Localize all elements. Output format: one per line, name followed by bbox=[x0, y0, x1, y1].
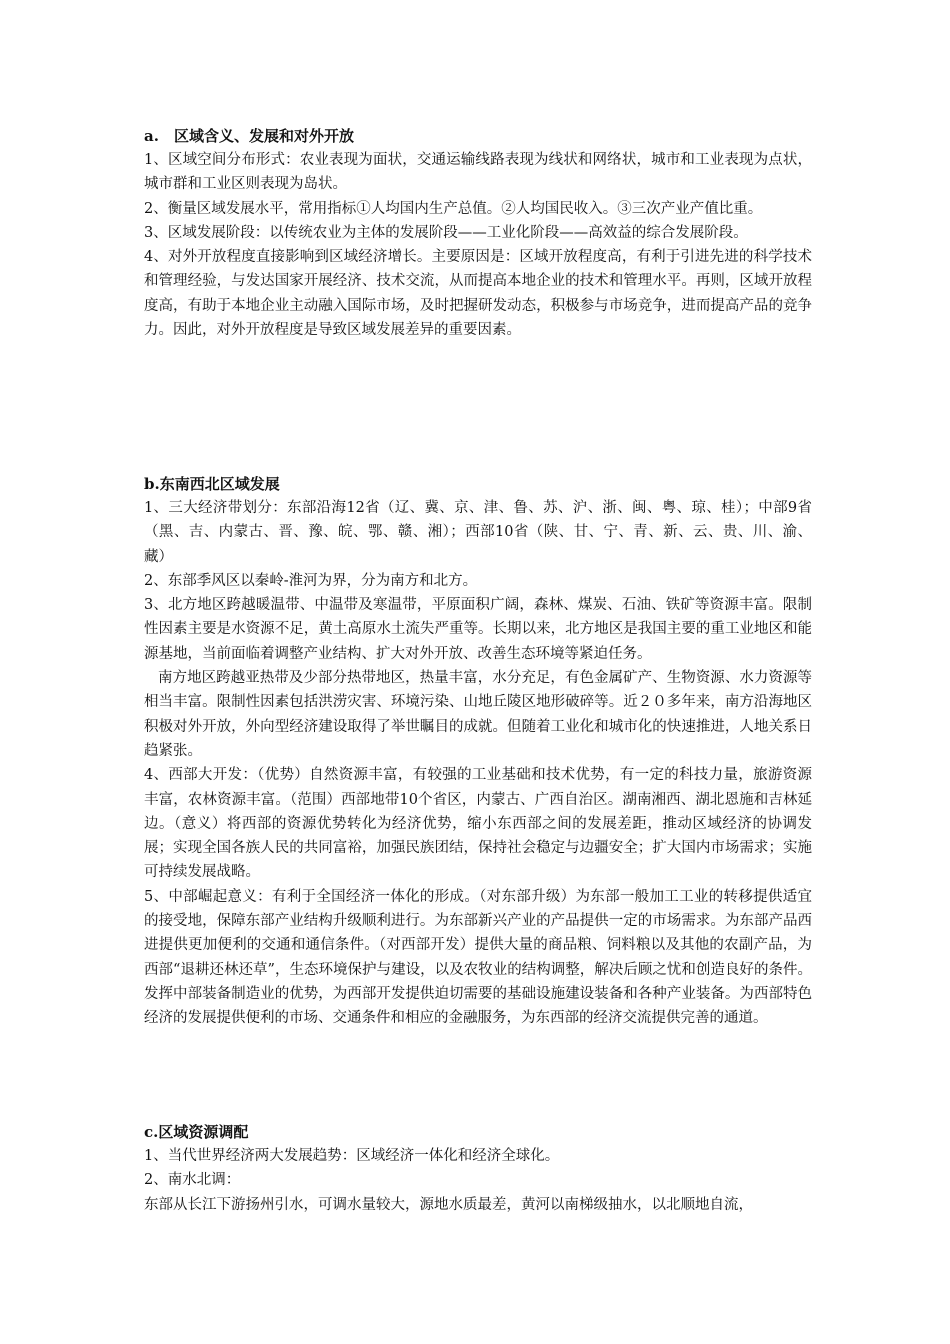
section-heading: b.东南西北区域发展 bbox=[144, 475, 280, 493]
paragraph: 4、对外开放程度直接影响到区域经济增长。主要原因是：区域开放程度高，有利于引进先进的科学技术和管理经验，与发达国家开展经济、技术交流，从而提高本地企业的技术和管理水平。再则，区域开放程度高，有助于本地企业主动融入国际市场，及时把握研发动态，积极参与市场竞争，进而提高产品的竞争力。因此，对外开放程度是导致区域发展差异的重要因素。 bbox=[144, 249, 812, 339]
section-heading: a. 区域含义、发展和对外开放 bbox=[144, 127, 354, 145]
paragraph: 2、衡量区域发展水平，常用指标①人均国内生产总值。②人均国民收入。③三次产业产值比重。 bbox=[144, 200, 763, 217]
paragraph: 3、北方地区跨越暖温带、中温带及寒温带，平原面积广阔，森林、煤炭、石油、铁矿等资源丰富。限制性因素主要是水资源不足，黄土高原水土流失严重等。长期以来，北方地区是我国主要的重工业地区和能源基地，当前面临着调整产业结构、扩大对外开放、改善生态环境等紧迫任务。 bbox=[144, 597, 812, 662]
paragraph: 东部从长江下游扬州引水，可调水量较大，源地水质最差，黄河以南梯级抽水，以北顺地自流， bbox=[144, 1196, 753, 1213]
paragraph: 2、南水北调： bbox=[144, 1172, 241, 1189]
section-resource-allocation bbox=[144, 1120, 812, 1217]
paragraph: 1、三大经济带划分：东部沿海12省（辽、冀、京、津、鲁、苏、沪、浙、闽、粤、琼、桂）；中部9省（黑、吉、内蒙古、晋、豫、皖、鄂、赣、湘）；西部10省（陕、甘、宁、青、新、云、贵、川、渝、藏） bbox=[144, 500, 812, 565]
section-heading: c.区域资源调配 bbox=[144, 1123, 249, 1141]
section-regional-meaning bbox=[144, 124, 812, 342]
paragraph: 3、区域发展阶段：以传统农业为主体的发展阶段——工业化阶段——高效益的综合发展阶段。 bbox=[144, 224, 748, 241]
paragraph: 南方地区跨越亚热带及少部分热带地区，热量丰富，水分充足，有色金属矿产、生物资源、水力资源等相当丰富。限制性因素包括洪涝灾害、环境污染、山地丘陵区地形破碎等。近２０多年来，南方沿海地区积极对外开放，外向型经济建设取得了举世瞩目的成就。但随着工业化和城市化的快速推进，人地关系日趋紧张。 bbox=[144, 670, 812, 759]
paragraph: 1、区域空间分布形式：农业表现为面状，交通运输线路表现为线状和网络状，城市和工业表现为点状，城市群和工业区则表现为岛状。 bbox=[144, 152, 812, 193]
paragraph: 5、中部崛起意义：有利于全国经济一体化的形成。（对东部升级）为东部一般加工工业的转移提供适宜的接受地，保障东部产业结构升级顺利进行。为东部新兴产业的产品提供一定的市场需求。为东部产品西进提供更加便利的交通和通信条件。（对西部开发）提供大量的商品粮、饲料粮以及其他的农副产品，为西部“退耕还林还草”，生态环境保护与建设，以及农牧业的结构调整，解决后顾之忧和创造良好的条件。发挥中部装备制造业的优势，为西部开发提供迫切需要的基础设施建设装备和各种产业装备。为西部特色经济的发展提供便利的市场、交通条件和相应的金融服务，为东西部的经济交流提供完善的通道。 bbox=[144, 888, 812, 1027]
section-regional-development bbox=[144, 472, 812, 1031]
paragraph: 4、西部大开发：（优势）自然资源丰富，有较强的工业基础和技术优势，有一定的科技力量，旅游资源丰富，农林资源丰富。（范围）西部地带10个省区，内蒙古、广西自治区。湖南湘西、湖北恩施和吉林延边。（意义）将西部的资源优势转化为经济优势，缩小东西部之间的发展差距，推动区域经济的协调发展；实现全国各族人民的共同富裕，加强民族团结，保持社会稳定与边疆安全；扩大国内市场需求；实施可持续发展战略。 bbox=[144, 767, 812, 881]
paragraph: 1、当代世界经济两大发展趋势：区域经济一体化和经济全球化。 bbox=[144, 1148, 560, 1164]
paragraph: 2、东部季风区以秦岭-淮河为界，分为南方和北方。 bbox=[144, 572, 478, 589]
